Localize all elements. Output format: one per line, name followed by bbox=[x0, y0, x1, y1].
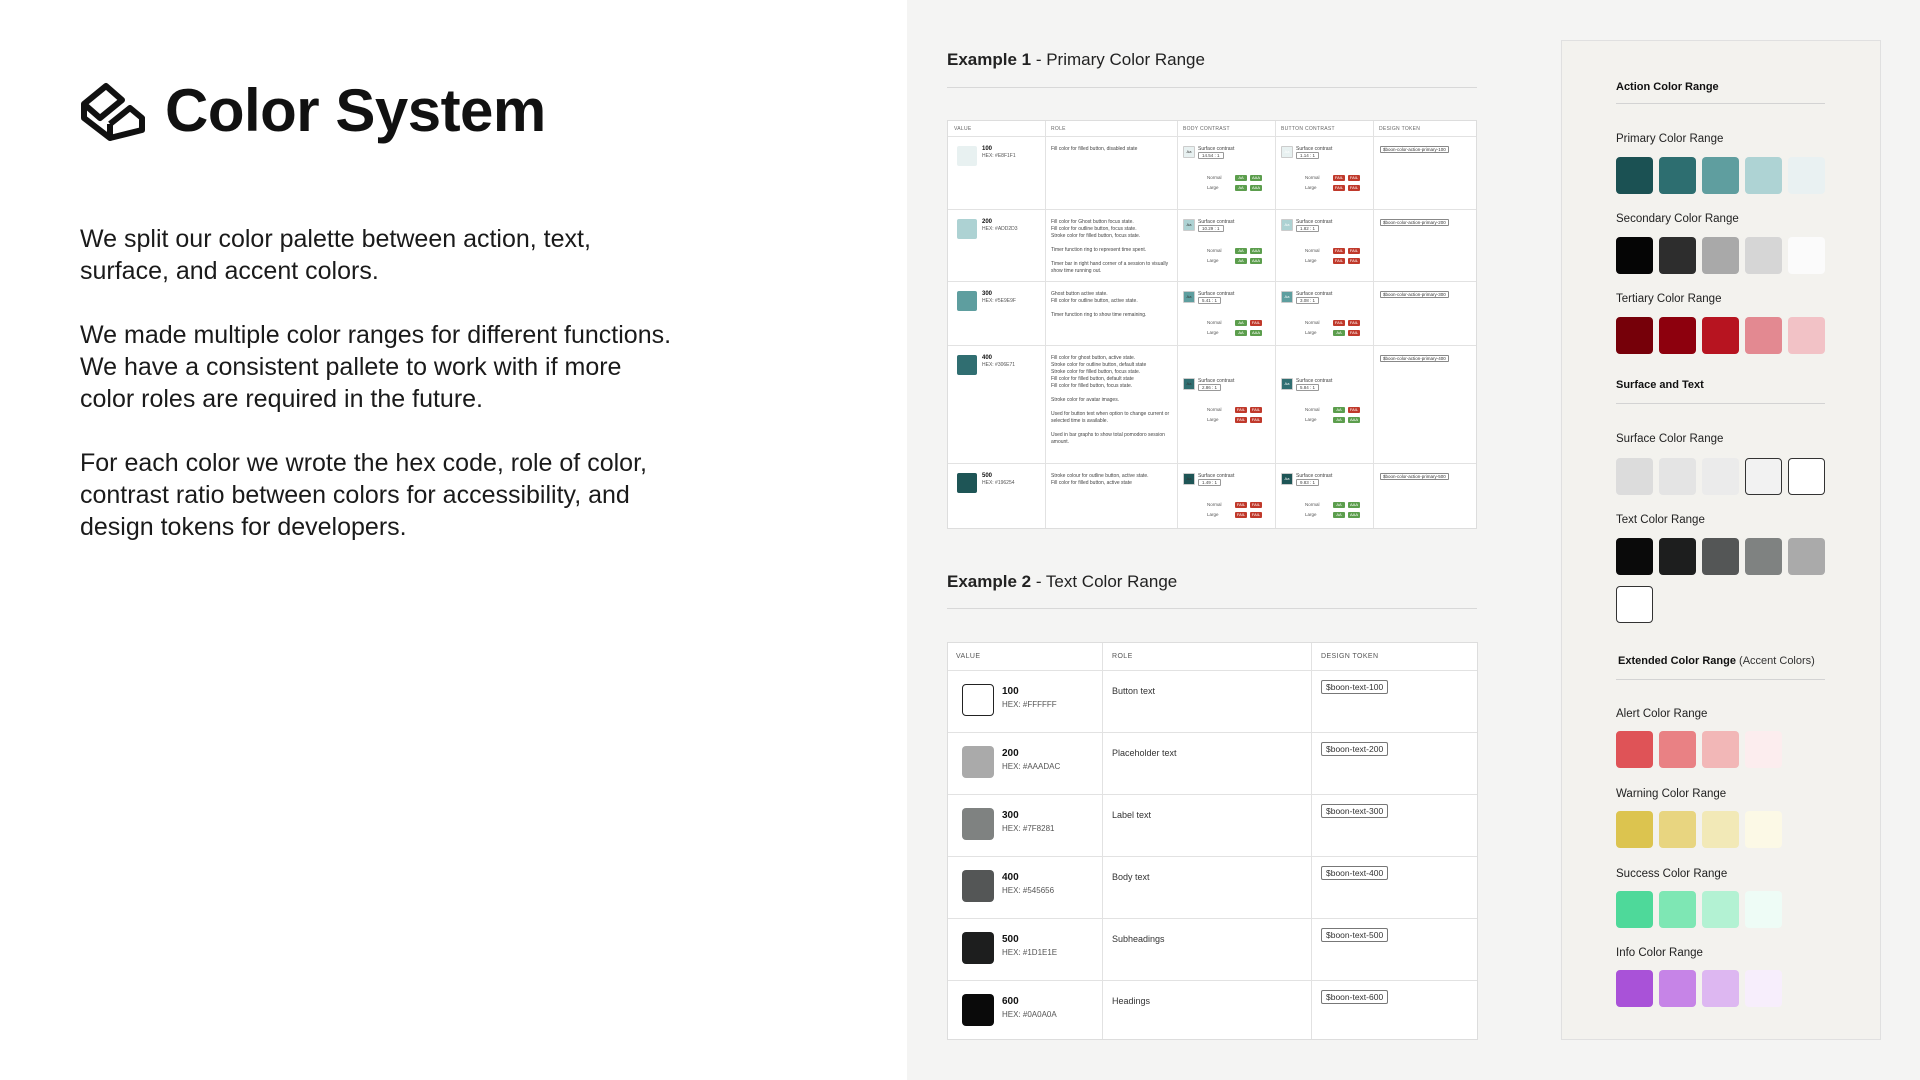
contrast-badge: FAIL bbox=[1334, 175, 1344, 180]
large-label: Large bbox=[1305, 512, 1317, 517]
contrast-sample: Aa bbox=[1281, 219, 1293, 231]
contrast-badge: AAA bbox=[1349, 502, 1358, 507]
contrast-badge: AA bbox=[1333, 502, 1345, 508]
large-label: Large bbox=[1305, 417, 1317, 422]
tertiary-swatch bbox=[1702, 317, 1739, 354]
text-swatch bbox=[1616, 538, 1653, 575]
extended-heading bbox=[1618, 655, 1815, 667]
color-system-logo-icon bbox=[80, 80, 146, 144]
contrast-ratio: 1.49 : 1 bbox=[1198, 479, 1221, 486]
design-token: $boon-text-300 bbox=[1321, 804, 1388, 818]
extended-heading-label: Extended Color Range bbox=[1618, 655, 1736, 667]
text-swatch bbox=[1702, 538, 1739, 575]
text-swatch bbox=[1745, 538, 1782, 575]
intro-paragraph: We made multiple color ranges for different functions. We have a consistent pallete to work with if more color roles are required in the future. bbox=[80, 321, 672, 413]
contrast-badge: AAA bbox=[1251, 258, 1260, 263]
contrast-sample: Aa bbox=[1183, 291, 1195, 303]
surface-text-heading: Surface and Text bbox=[1616, 379, 1704, 391]
large-label: Large bbox=[1305, 330, 1317, 335]
large-label: Large bbox=[1305, 258, 1317, 263]
color-value: 200 bbox=[982, 219, 993, 225]
secondary-swatch bbox=[1745, 237, 1782, 274]
contrast-badge: AA bbox=[1235, 185, 1247, 191]
role-text: Stroke colour for outline button, active state. Fill color for filled button, active state bbox=[1051, 473, 1149, 486]
surface-swatch bbox=[1616, 458, 1653, 495]
contrast-sample: Aa bbox=[1183, 378, 1195, 390]
hex-code: HEX: #ADD2D3 bbox=[982, 226, 1018, 232]
contrast-ratio: 5.84 : 1 bbox=[1296, 384, 1319, 391]
body-contrast bbox=[1183, 473, 1278, 523]
success-range-label: Success Color Range bbox=[1616, 868, 1728, 880]
table-row bbox=[948, 345, 1476, 464]
contrast-sample: Aa bbox=[1281, 473, 1293, 485]
color-value: 400 bbox=[1002, 872, 1019, 883]
example2-divider bbox=[947, 608, 1477, 609]
panel-divider bbox=[1616, 403, 1825, 404]
body-contrast bbox=[1183, 378, 1278, 428]
contrast-sample: Aa bbox=[1183, 219, 1195, 231]
body-contrast bbox=[1183, 291, 1278, 341]
contrast-ratio: 14.54 : 1 bbox=[1198, 152, 1224, 159]
design-token: $boon-text-500 bbox=[1321, 928, 1388, 942]
role-text: Body text bbox=[1112, 872, 1150, 882]
column-header: ROLE bbox=[1112, 653, 1133, 660]
normal-label: Normal bbox=[1305, 175, 1320, 180]
contrast-badge: FAIL bbox=[1334, 248, 1344, 253]
contrast-badge: AA bbox=[1235, 175, 1247, 181]
intro-paragraph: For each color we wrote the hex code, role of color, contrast ratio between colors for accessibility, and design tokens for developers. bbox=[80, 449, 647, 541]
contrast-badge: AAA bbox=[1251, 330, 1260, 335]
text-swatch bbox=[1616, 586, 1653, 623]
normal-label: Normal bbox=[1305, 407, 1320, 412]
alert-swatch bbox=[1702, 731, 1739, 768]
table-row bbox=[948, 670, 1477, 733]
surface-swatch bbox=[1745, 458, 1782, 495]
color-value: 100 bbox=[1002, 686, 1019, 697]
table-header bbox=[948, 121, 1476, 137]
color-value: 300 bbox=[982, 291, 993, 297]
info-swatch bbox=[1659, 970, 1696, 1007]
large-label: Large bbox=[1207, 417, 1219, 422]
primary-swatch bbox=[1659, 157, 1696, 194]
page-title: Color System bbox=[165, 77, 546, 144]
tertiary-swatch bbox=[1616, 317, 1653, 354]
color-swatch bbox=[962, 994, 994, 1026]
warning-range-label: Warning Color Range bbox=[1616, 788, 1727, 800]
design-token: $boon-color-action-primary-400 bbox=[1380, 355, 1449, 362]
contrast-badge: AA bbox=[1333, 407, 1345, 413]
contrast-sample: Aa bbox=[1281, 291, 1293, 303]
alert-swatch bbox=[1616, 731, 1653, 768]
large-label: Large bbox=[1207, 258, 1219, 263]
large-label: Large bbox=[1207, 185, 1219, 190]
secondary-swatch bbox=[1702, 237, 1739, 274]
hex-code: HEX: #0A0A0A bbox=[1002, 1010, 1057, 1019]
intro-text bbox=[80, 223, 680, 575]
surface-contrast-label: Surface contrast bbox=[1296, 219, 1333, 225]
tertiary-swatch bbox=[1659, 317, 1696, 354]
color-value: 100 bbox=[982, 146, 993, 152]
secondary-range-label: Secondary Color Range bbox=[1616, 213, 1739, 225]
surface-swatch bbox=[1702, 458, 1739, 495]
panel-divider bbox=[1616, 103, 1825, 104]
color-range-panel bbox=[1561, 40, 1881, 1040]
contrast-badge: FAIL bbox=[1349, 320, 1359, 325]
role-text: Button text bbox=[1112, 686, 1156, 696]
role-text: Label text bbox=[1112, 810, 1152, 820]
contrast-badge: FAIL bbox=[1236, 407, 1246, 412]
design-token: $boon-text-100 bbox=[1321, 680, 1388, 694]
secondary-swatch bbox=[1788, 237, 1825, 274]
normal-label: Normal bbox=[1207, 407, 1222, 412]
table-header bbox=[948, 643, 1477, 671]
text-swatch bbox=[1788, 538, 1825, 575]
info-swatch bbox=[1745, 970, 1782, 1007]
column-header: BUTTON CONTRAST bbox=[1281, 126, 1335, 132]
intro-paragraph: We split our color palette between action, text, surface, and accent colors. bbox=[80, 225, 591, 285]
hex-code: HEX: #1D1E1E bbox=[1002, 948, 1058, 957]
design-token: $boon-text-400 bbox=[1321, 866, 1388, 880]
role-text: Placeholder text bbox=[1112, 748, 1177, 758]
surface-range-label: Surface Color Range bbox=[1616, 433, 1724, 445]
panel-divider bbox=[1616, 679, 1825, 680]
hex-code: HEX: #196254 bbox=[982, 480, 1015, 486]
contrast-badge: FAIL bbox=[1349, 330, 1359, 335]
secondary-swatch bbox=[1616, 237, 1653, 274]
contrast-ratio: 1.14 : 1 bbox=[1296, 152, 1319, 159]
example2-label: Example 2 bbox=[947, 572, 1032, 591]
color-swatch bbox=[957, 291, 977, 311]
text-swatch bbox=[1659, 538, 1696, 575]
action-heading: Action Color Range bbox=[1616, 81, 1719, 93]
color-swatch bbox=[962, 808, 994, 840]
color-value: 200 bbox=[1002, 748, 1019, 759]
surface-swatch bbox=[1788, 458, 1825, 495]
info-swatch bbox=[1702, 970, 1739, 1007]
contrast-badge: FAIL bbox=[1349, 248, 1359, 253]
info-range-label: Info Color Range bbox=[1616, 947, 1703, 959]
contrast-badge: FAIL bbox=[1236, 417, 1246, 422]
color-swatch bbox=[957, 146, 977, 166]
contrast-badge: AA bbox=[1235, 330, 1247, 336]
surface-contrast-label: Surface contrast bbox=[1198, 291, 1235, 297]
design-token: $boon-text-200 bbox=[1321, 742, 1388, 756]
contrast-badge: FAIL bbox=[1236, 512, 1246, 517]
alert-range-label: Alert Color Range bbox=[1616, 708, 1708, 720]
table-row bbox=[948, 281, 1476, 346]
contrast-badge: FAIL bbox=[1349, 258, 1359, 263]
table-row bbox=[948, 209, 1476, 282]
role-text: Ghost button active state. Fill color for outline button, active state. Timer function ring to show time remaining. bbox=[1051, 291, 1147, 318]
text-range-label: Text Color Range bbox=[1616, 514, 1705, 526]
normal-label: Normal bbox=[1207, 320, 1222, 325]
color-swatch bbox=[962, 746, 994, 778]
column-header: VALUE bbox=[956, 653, 981, 660]
secondary-swatch bbox=[1659, 237, 1696, 274]
contrast-badge: AA bbox=[1333, 512, 1345, 518]
primary-color-table bbox=[947, 120, 1477, 529]
success-swatch bbox=[1702, 891, 1739, 928]
contrast-badge: FAIL bbox=[1251, 407, 1261, 412]
table-row bbox=[948, 463, 1476, 525]
contrast-ratio: 3.08 : 1 bbox=[1296, 297, 1319, 304]
contrast-badge: AA bbox=[1235, 248, 1247, 254]
contrast-badge: AAA bbox=[1251, 185, 1260, 190]
table-row bbox=[948, 732, 1477, 795]
color-value: 500 bbox=[1002, 934, 1019, 945]
contrast-badge: FAIL bbox=[1349, 407, 1359, 412]
role-text: Subheadings bbox=[1112, 934, 1165, 944]
alert-swatch bbox=[1745, 731, 1782, 768]
warning-swatch bbox=[1702, 811, 1739, 848]
example1-subtitle: - Primary Color Range bbox=[1031, 50, 1205, 69]
extended-heading-sub: (Accent Colors) bbox=[1735, 655, 1815, 667]
example1-divider bbox=[947, 87, 1477, 88]
contrast-ratio: 1.82 : 1 bbox=[1296, 225, 1319, 232]
button-contrast bbox=[1281, 291, 1376, 341]
color-swatch bbox=[962, 870, 994, 902]
hex-code: HEX: #AAADAC bbox=[1002, 762, 1061, 771]
hex-code: HEX: #306E71 bbox=[982, 362, 1016, 368]
contrast-badge: FAIL bbox=[1349, 185, 1359, 190]
role-text: Fill color for ghost button, active state. Stroke color for outline button, default state Stroke color for filled button, focus state. Fill color for filled button, default state Fill color for filled button, focus state. Stroke color for avatar images. Used for button text when option to change current or selected time is available. Used in bar graphs to show total pomodoro session amount. bbox=[1051, 355, 1170, 445]
column-header: DESIGN TOKEN bbox=[1321, 653, 1379, 660]
contrast-badge: AAA bbox=[1349, 417, 1358, 422]
contrast-ratio: 2.86 : 1 bbox=[1198, 384, 1221, 391]
hex-code: HEX: #E8F1F1 bbox=[982, 153, 1016, 159]
color-value: 400 bbox=[982, 355, 993, 361]
button-contrast bbox=[1281, 473, 1376, 523]
info-swatch bbox=[1616, 970, 1653, 1007]
normal-label: Normal bbox=[1305, 248, 1320, 253]
success-swatch bbox=[1659, 891, 1696, 928]
text-color-table bbox=[947, 642, 1478, 1040]
contrast-badge: AA bbox=[1235, 320, 1247, 326]
design-token: $boon-text-600 bbox=[1321, 990, 1388, 1004]
warning-swatch bbox=[1659, 811, 1696, 848]
primary-swatch bbox=[1745, 157, 1782, 194]
alert-swatch bbox=[1659, 731, 1696, 768]
table-row bbox=[948, 856, 1477, 919]
contrast-sample: Aa bbox=[1281, 378, 1293, 390]
warning-swatch bbox=[1745, 811, 1782, 848]
surface-contrast-label: Surface contrast bbox=[1296, 146, 1333, 152]
tertiary-swatch bbox=[1788, 317, 1825, 354]
column-header: VALUE bbox=[954, 126, 972, 132]
role-text: Fill color for filled button, disabled state bbox=[1051, 146, 1138, 152]
primary-swatch bbox=[1616, 157, 1653, 194]
body-contrast bbox=[1183, 219, 1278, 269]
contrast-badge: AA bbox=[1235, 258, 1247, 264]
column-header: DESIGN TOKEN bbox=[1379, 126, 1421, 132]
contrast-ratio: 5.41 : 1 bbox=[1198, 297, 1221, 304]
surface-contrast-label: Surface contrast bbox=[1198, 378, 1235, 384]
surface-contrast-label: Surface contrast bbox=[1198, 219, 1235, 225]
contrast-badge: FAIL bbox=[1251, 512, 1261, 517]
color-swatch bbox=[962, 932, 994, 964]
large-label: Large bbox=[1207, 330, 1219, 335]
surface-contrast-label: Surface contrast bbox=[1198, 146, 1235, 152]
button-contrast bbox=[1281, 378, 1376, 428]
contrast-badge: FAIL bbox=[1334, 320, 1344, 325]
primary-swatch bbox=[1788, 157, 1825, 194]
contrast-badge: FAIL bbox=[1334, 185, 1344, 190]
body-contrast bbox=[1183, 146, 1278, 196]
contrast-sample: Aa bbox=[1183, 146, 1195, 158]
table-row bbox=[948, 918, 1477, 981]
color-swatch bbox=[962, 684, 994, 716]
table-row bbox=[948, 136, 1476, 210]
contrast-badge: FAIL bbox=[1251, 417, 1261, 422]
contrast-badge: FAIL bbox=[1236, 502, 1246, 507]
primary-range-label: Primary Color Range bbox=[1616, 133, 1724, 145]
role-text: Fill color for Ghost button focus state. Fill color for outline button, focus state. Stroke color for filled button, focus state. Timer function ring to represent time spent. Timer bar in right hand corner of a session to visually show time running out. bbox=[1051, 219, 1169, 274]
contrast-badge: AAA bbox=[1349, 512, 1358, 517]
color-value: 500 bbox=[982, 473, 993, 479]
hex-code: HEX: #7F8281 bbox=[1002, 824, 1055, 833]
color-swatch bbox=[957, 355, 977, 375]
contrast-badge: FAIL bbox=[1349, 175, 1359, 180]
hex-code: HEX: #FFFFFF bbox=[1002, 700, 1057, 709]
design-token: $boon-color-action-primary-300 bbox=[1380, 291, 1449, 298]
contrast-badge: FAIL bbox=[1251, 320, 1261, 325]
normal-label: Normal bbox=[1207, 175, 1222, 180]
column-header: BODY CONTRAST bbox=[1183, 126, 1230, 132]
large-label: Large bbox=[1305, 185, 1317, 190]
contrast-sample: Aa bbox=[1183, 473, 1195, 485]
contrast-ratio: 9.83 : 1 bbox=[1296, 479, 1319, 486]
contrast-badge: AAA bbox=[1251, 175, 1260, 180]
color-value: 300 bbox=[1002, 810, 1019, 821]
primary-swatch bbox=[1702, 157, 1739, 194]
normal-label: Normal bbox=[1305, 502, 1320, 507]
normal-label: Normal bbox=[1207, 248, 1222, 253]
warning-swatch bbox=[1616, 811, 1653, 848]
contrast-badge: FAIL bbox=[1334, 258, 1344, 263]
surface-swatch bbox=[1659, 458, 1696, 495]
contrast-badge: FAIL bbox=[1251, 502, 1261, 507]
success-swatch bbox=[1616, 891, 1653, 928]
design-token: $boon-color-action-primary-200 bbox=[1380, 219, 1449, 226]
contrast-sample: Aa bbox=[1281, 146, 1293, 158]
button-contrast bbox=[1281, 219, 1376, 269]
contrast-badge: AA bbox=[1333, 417, 1345, 423]
color-swatch bbox=[957, 219, 977, 239]
design-token: $boon-color-action-primary-100 bbox=[1380, 146, 1449, 153]
design-token: $boon-color-action-primary-500 bbox=[1380, 473, 1449, 480]
large-label: Large bbox=[1207, 512, 1219, 517]
surface-contrast-label: Surface contrast bbox=[1198, 473, 1235, 479]
surface-contrast-label: Surface contrast bbox=[1296, 291, 1333, 297]
success-swatch bbox=[1745, 891, 1782, 928]
button-contrast bbox=[1281, 146, 1376, 196]
example2-heading bbox=[947, 572, 1177, 592]
example1-label: Example 1 bbox=[947, 50, 1032, 69]
hex-code: HEX: #545656 bbox=[1002, 886, 1055, 895]
contrast-ratio: 10.29 : 1 bbox=[1198, 225, 1224, 232]
example2-subtitle: - Text Color Range bbox=[1031, 572, 1178, 591]
table-row bbox=[948, 794, 1477, 857]
surface-contrast-label: Surface contrast bbox=[1296, 378, 1333, 384]
contrast-badge: AA bbox=[1333, 330, 1345, 336]
tertiary-swatch bbox=[1745, 317, 1782, 354]
contrast-badge: AAA bbox=[1251, 248, 1260, 253]
example1-heading bbox=[947, 50, 1205, 70]
tertiary-range-label: Tertiary Color Range bbox=[1616, 293, 1722, 305]
hex-code: HEX: #5E9E9F bbox=[982, 298, 1016, 304]
normal-label: Normal bbox=[1207, 502, 1222, 507]
surface-contrast-label: Surface contrast bbox=[1296, 473, 1333, 479]
column-header: ROLE bbox=[1051, 126, 1066, 132]
color-value: 600 bbox=[1002, 996, 1019, 1007]
role-text: Headings bbox=[1112, 996, 1151, 1006]
color-swatch bbox=[957, 473, 977, 493]
table-row bbox=[948, 980, 1477, 1042]
normal-label: Normal bbox=[1305, 320, 1320, 325]
